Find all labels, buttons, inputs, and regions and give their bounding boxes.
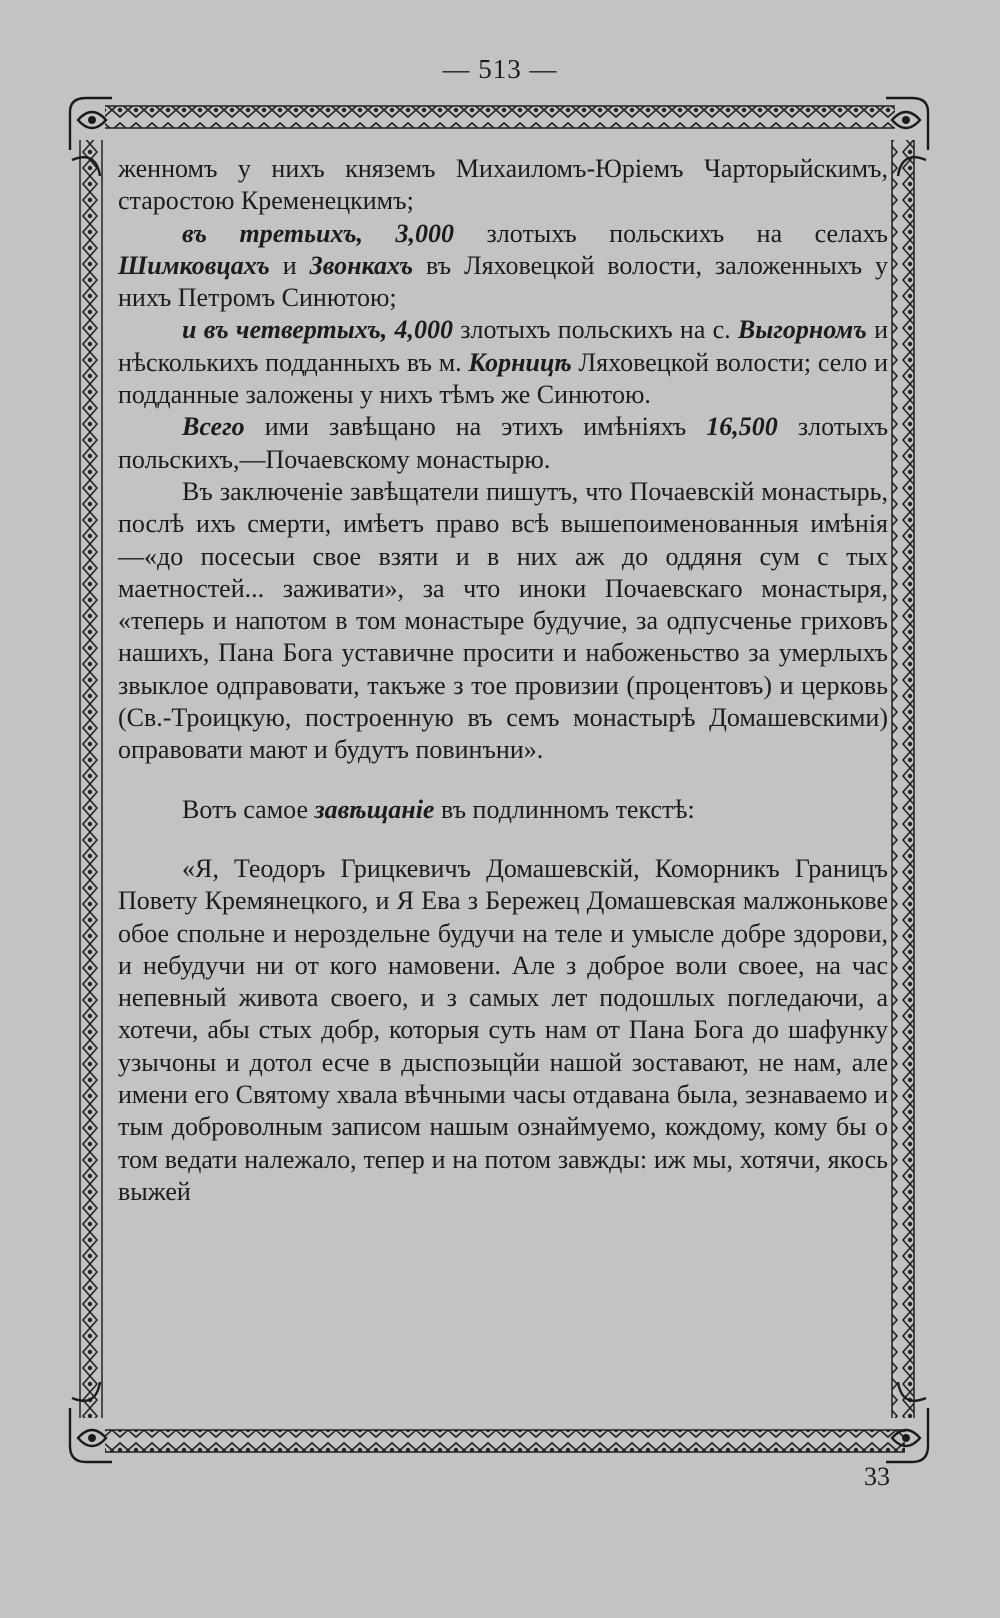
paragraph (118, 314, 888, 411)
paragraph-text: женномъ у нихъ княземъ Михаиломъ-Юріемъ Чарторыйскимъ, старостою Кременецкимъ; (118, 154, 888, 216)
paragraph-text: Въ заключеніе завѣщатели пишутъ, что Почаевскій монастырь, послѣ ихъ смерти, имѣетъ право всѣ вышепоименованныя имѣнія—«до посесыи свое взяти и в них аж до оддяня сум с тых маетностей... заживати», за что иноки Почаевскаго монастыря, «теперь и напотом в том монастыре будучие, за одпусченье гриховъ нашихъ, Пана Бога уставичне просити и набоженьство за умерлыхъ звыклое одправовати, такъже з тое провизии (процентовъ) и церковь (Св.-Троицкую, построенную въ семъ монастырѣ Домашевскими) оправовати мают и будутъ повинъни». (118, 476, 888, 765)
page-number: — 513 — (442, 54, 558, 84)
paragraph-text: злотыхъ польскихъ на селахъ (454, 218, 889, 248)
emphasis: Шимковцахъ (118, 250, 270, 280)
paragraph (118, 794, 888, 826)
paragraph (118, 153, 888, 218)
paragraph (118, 476, 888, 767)
paragraph-text: въ подлинномъ текстѣ: (434, 794, 695, 824)
paragraph (118, 853, 888, 1208)
paragraph-text: ими завѣщано на этихъ имѣніяхъ (244, 412, 707, 442)
paragraph-text: Вотъ самое (182, 794, 315, 824)
emphasis: Корницѣ (468, 347, 572, 377)
paragraph (118, 411, 888, 476)
main-text (118, 153, 888, 1208)
emphasis: Звонкахъ (309, 250, 414, 280)
emphasis: завѣщаніе (314, 794, 435, 824)
paragraph-text: злотыхъ польскихъ,—Почаевскому монастырю. (118, 412, 889, 474)
paragraph-text: «Я, Теодоръ Грицкевичъ Домашевскій, Коморникъ Границъ Повету Кремянецкого, и Я Ева з Бережец Домашевская малжонькове обое спольне и нероздельне будучи на теле и умысле добре здорови, и небудучи ни от кого намовени. Але з доброе воли своее, на час непевный живота своего, и з самых лет подошлых погледаючи, а хотечи, абы стых добр, которыя суть нам от Пана Бога до шафунку узычоны и дотол есче в дыспозыцйи нашой зоставают, не нам, але имени его Святому хвала вѣчными часы отдавана была, зезнаваемо и тым доброволным записом нашым ознаймуемо, кождому, кому бы о том ведати належало, тепер и на потом завжды: иж мы, хотячи, якось выжей (118, 853, 888, 1206)
paragraph-text: Ляховецкой волости; село и подданные заложены у нихъ тѣмъ же Синютою. (118, 347, 888, 410)
paragraph-text: злотыхъ польскихъ на с. (453, 315, 738, 345)
emphasis: въ третьихъ, 3,000 (182, 218, 455, 248)
emphasis: Выгорномъ (737, 315, 867, 345)
emphasis: Всего (182, 412, 245, 442)
paragraph-text: и (269, 250, 310, 280)
emphasis: 16,500 (706, 412, 778, 442)
signature-mark: 33 (864, 1462, 890, 1491)
paragraph (118, 218, 888, 315)
emphasis: и въ четвертыхъ, 4,000 (182, 315, 454, 345)
paragraph-text: и нѣсколькихъ подданныхъ въ м. (118, 315, 889, 377)
paragraph-text: въ Ляховецкой волости, заложенныхъ у нихъ Петромъ Синютою; (118, 250, 889, 313)
